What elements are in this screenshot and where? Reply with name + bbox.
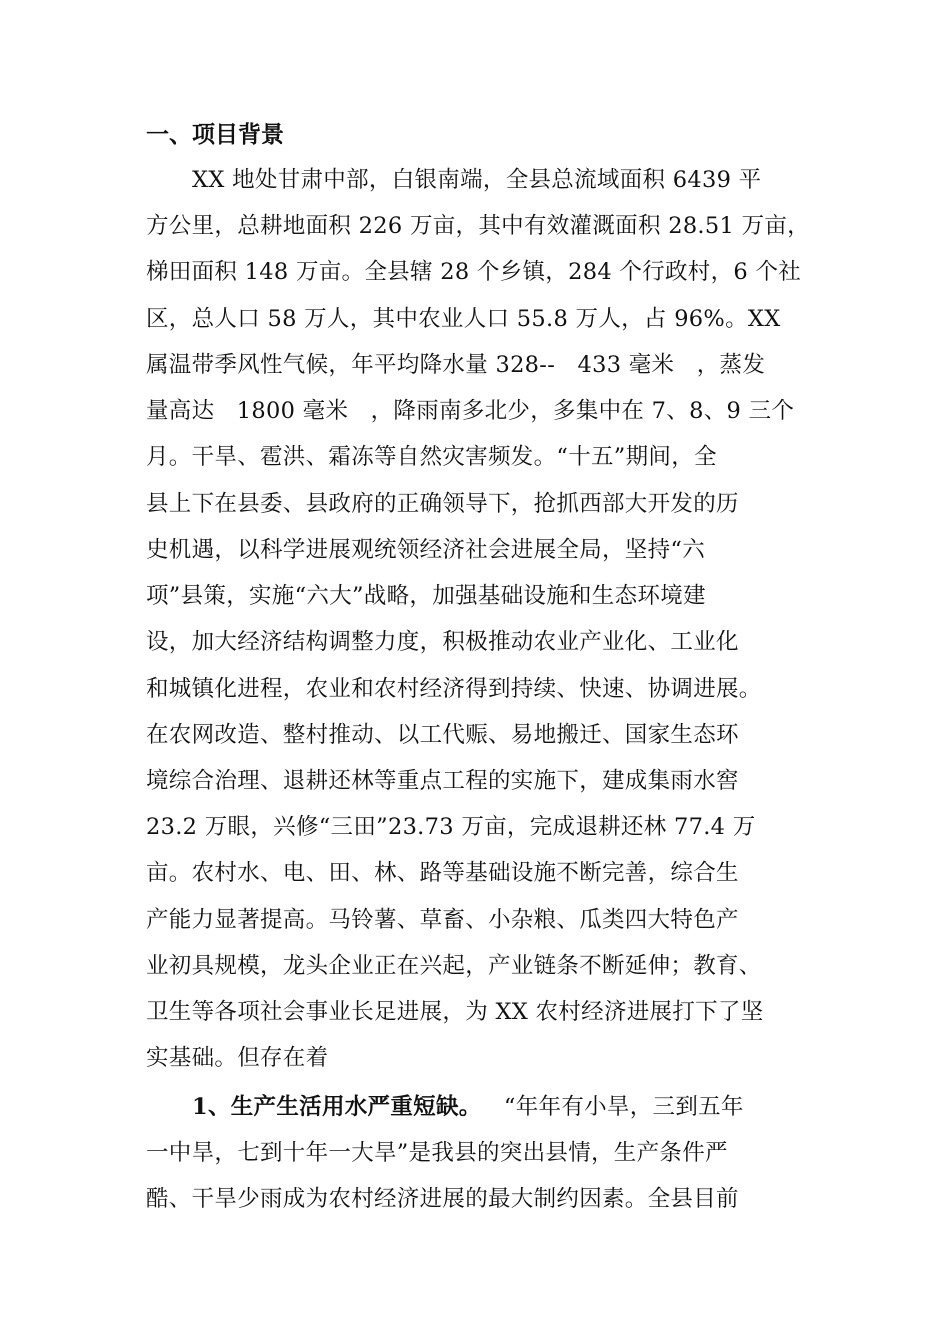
paragraph-line: 在农网改造、整村推动、以工代赈、易地搬迁、国家生态环: [146, 722, 739, 748]
paragraph-line: 和城镇化进程，农业和农村经济得到持续、快速、协调进展。: [146, 676, 762, 702]
subsection-first-line-text: “年年有小旱，三到五年: [481, 1094, 744, 1120]
paragraph-line: 卫生等各项社会事业长足进展，为 XX 农村经济进展打下了坚: [146, 999, 764, 1025]
paragraph-line: 23.2 万眼，兴修“三田”23.73 万亩，完成退耕还林 77.4 万: [146, 814, 756, 840]
paragraph-line: 县上下在县委、县政府的正确领导下，抢抓西部大开发的历: [146, 491, 739, 517]
paragraph-line: 方公里，总耕地面积 226 万亩，其中有效灌溉面积 28.51 万亩，: [146, 213, 810, 239]
paragraph-line: 史机遇，以科学进展观统领经济社会进展全局，坚持“六: [146, 537, 706, 563]
section-heading: 一、项目背景: [146, 121, 284, 148]
paragraph-line: 量高达 1800 毫米 ，降雨南多北少，多集中在 7、8、9 三个: [146, 398, 795, 424]
paragraph-line: 区，总人口 58 万人，其中农业人口 55.8 万人，占 96%。XX: [146, 306, 781, 332]
subsection-title: 1、生产生活用水严重短缺。: [192, 1094, 482, 1120]
paragraph-line: 项”县策，实施“六大”战略，加强基础设施和生态环境建: [146, 583, 706, 609]
paragraph-line: 一中旱，七到十年一大旱”是我县的突出县情，生产条件严: [146, 1140, 728, 1166]
paragraph-line: 亩。农村水、电、田、林、路等基础设施不断完善，综合生: [146, 860, 739, 886]
paragraph-line: 实基础。但存在着: [146, 1045, 329, 1071]
paragraph-line: 产能力显著提高。马铃薯、草畜、小杂粮、瓜类四大特色产: [146, 907, 739, 933]
paragraph-line: 业初具规模，龙头企业正在兴起，产业链条不断延伸；教育、: [146, 953, 762, 979]
paragraph-line: 属温带季风性气候，年平均降水量 328-- 433 毫米 ，蒸发: [146, 352, 766, 378]
paragraph-line: 境综合治理、退耕还林等重点工程的实施下，建成集雨水窖: [146, 768, 739, 794]
paragraph-line: 酷、干旱少雨成为农村经济进展的最大制约因素。全县目前: [146, 1186, 739, 1212]
paragraph-line: 月。干旱、雹洪、霜冻等自然灾害频发。“十五”期间，全: [146, 444, 717, 470]
paragraph-line: 设，加大经济结构调整力度，积极推动农业产业化、工业化: [146, 629, 739, 655]
subsection-first-line: [192, 1091, 744, 1123]
paragraph-line: 梯田面积 148 万亩。全县辖 28 个乡镇，284 个行政村，6 个社: [146, 259, 802, 285]
paragraph-line: XX 地处甘肃中部，白银南端，全县总流域面积 6439 平: [192, 167, 762, 193]
